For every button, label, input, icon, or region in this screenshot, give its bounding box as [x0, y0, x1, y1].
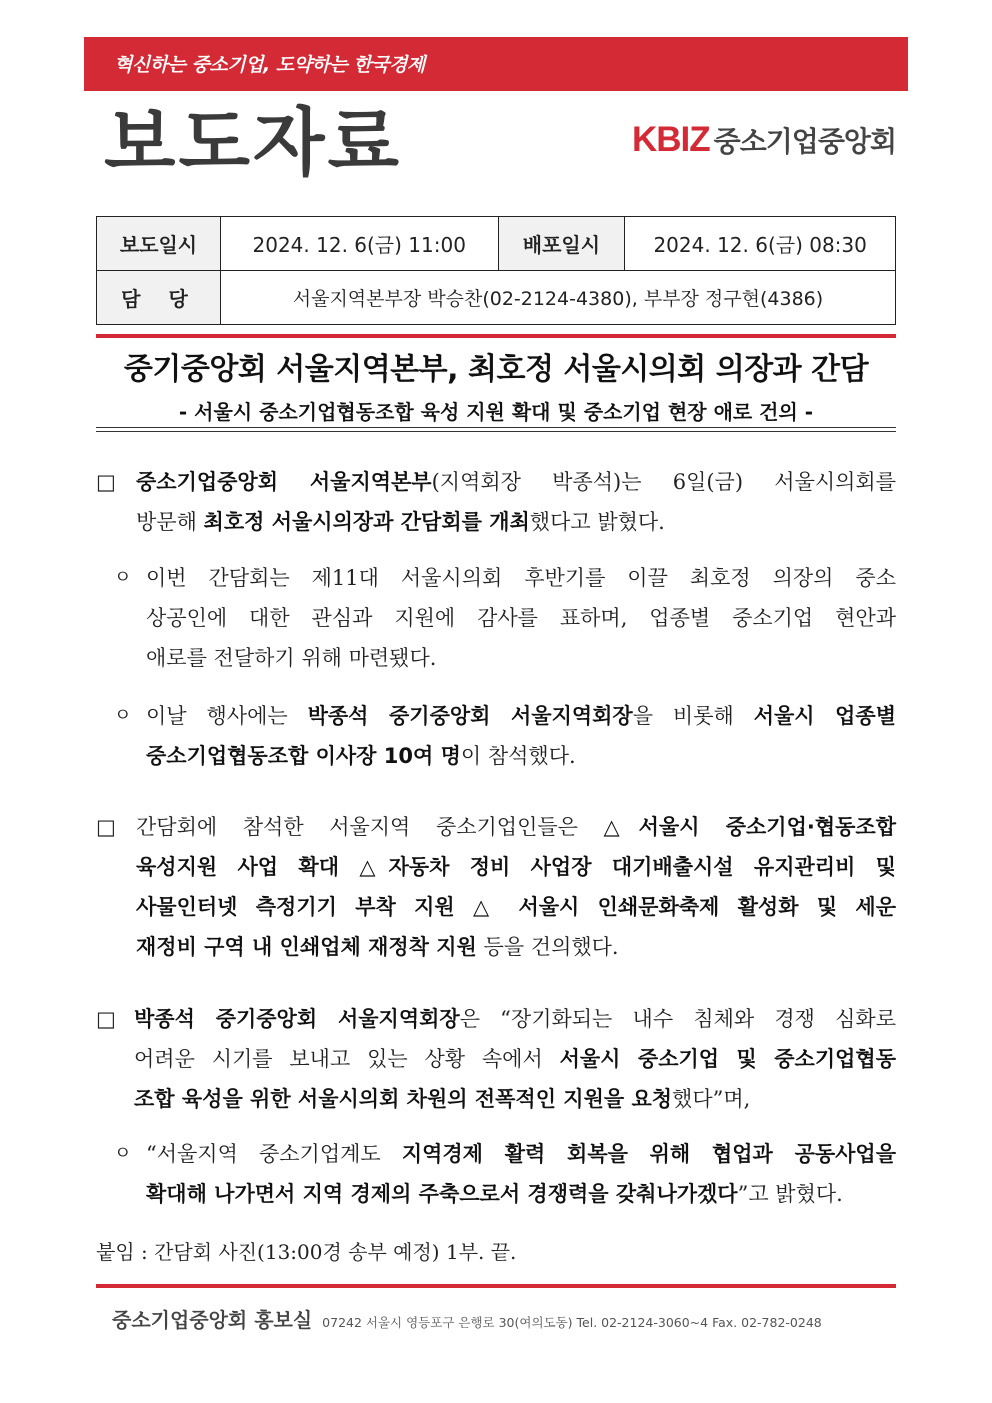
paragraph-3 [134, 999, 896, 1119]
p1a-line: 이번 간담회는 제11대 서울시의회 후반기를 이끌 최호정 의장의 중소 [146, 566, 896, 590]
p1-text: 했다고 밝혔다. [529, 510, 665, 534]
p1-text: 최호정 서울시의장과 간담회를 개최 [203, 510, 530, 534]
logo-mark: KBIZ [632, 120, 710, 159]
box-marker: □ [96, 815, 116, 839]
p3-text: 조합 육성을 위한 서울시의회 차원의 전폭적인 지원을 요청 [134, 1087, 673, 1111]
contact-row [97, 271, 896, 325]
banner-slogan: 혁신하는 중소기업, 도약하는 한국경제 [114, 54, 425, 76]
circle-marker: ㅇ [114, 705, 132, 726]
distribution-label: 배포일시 [498, 217, 625, 271]
p3a-text: “서울지역 중소기업계도 [146, 1142, 402, 1166]
p1b-text: 중소기업협동조합 이사장 10여 명 [146, 744, 461, 768]
paragraph-2 [136, 807, 896, 967]
paragraph-1b [146, 696, 896, 776]
p3-text: 어려운 시기를 보내고 있는 상황 속에서 [134, 1047, 560, 1071]
headline-bottom-rule-2 [96, 431, 896, 432]
headline-subtitle: - 서울시 중소기업협동조합 육성 지원 확대 및 중소기업 현장 애로 건의 - [178, 400, 814, 424]
attachment-note: 붙임 : 간담회 사진(13:00경 송부 예정) 1부. 끝. [96, 1240, 517, 1264]
paragraph-3a [146, 1134, 896, 1214]
footer-rule [96, 1284, 896, 1288]
p1a-line: 애로를 전달하기 위해 마련됐다. [146, 646, 437, 670]
p1b-text: 을 비롯해 [632, 704, 754, 728]
footer [112, 1304, 822, 1333]
kbiz-logo [632, 120, 896, 160]
p1-text: (지역회장 박종석)는 6일(금) 서울시의회를 [431, 470, 897, 494]
p3-text: 서울시 중소기업 및 중소기업협동 [559, 1047, 896, 1071]
release-row [97, 217, 896, 271]
circle-marker: ㅇ [114, 567, 132, 588]
p2-text: 간담회에 참석한 서울지역 중소기업인들은 [136, 815, 604, 839]
p3a-text: 확대해 나가면서 지역 경제의 주축으로서 경쟁력을 갖춰나가겠다 [146, 1182, 738, 1206]
p1a-line: 상공인에 대한 관심과 지원에 감사를 표하며, 업종별 중소기업 현안과 [146, 606, 896, 630]
headline-top-rule [96, 334, 896, 338]
box-marker: □ [96, 1007, 116, 1031]
release-info-table [96, 216, 896, 325]
p1b-text: 이 참석했다. [460, 744, 576, 768]
p2-text: 사물인터넷 측정기기 부착 지원 △ 서울시 인쇄문화축제 활성화 및 세운 [136, 895, 896, 919]
p2-text: 등을 건의했다. [476, 935, 619, 959]
p3-text: 은 “장기화되는 내수 침체와 경쟁 심화로 [459, 1007, 897, 1031]
p1b-text: 박종석 중기중앙회 서울지역회장 [307, 704, 633, 728]
p3a-text: ”고 밝혔다. [737, 1182, 843, 1206]
distribution-value: 2024. 12. 6(금) 08:30 [625, 217, 896, 271]
footer-org: 중소기업중앙회 홍보실 [112, 1308, 313, 1332]
p3a-text: 지역경제 활력 회복을 위해 협업과 공동사업을 [401, 1142, 896, 1166]
release-value: 2024. 12. 6(금) 11:00 [220, 217, 498, 271]
box-marker: □ [96, 470, 116, 494]
p1-text: 중소기업중앙회 서울지역본부 [136, 470, 432, 494]
p1-text: 방문해 [136, 510, 204, 534]
headline-title: 중기중앙회 서울지역본부, 최호정 서울시의회 의장과 간담 [123, 352, 869, 387]
p2-text: △서울시 중소기업·협동조합 [603, 815, 896, 839]
p1b-text: 이날 행사에는 [146, 704, 308, 728]
contact-label: 담당 [97, 271, 221, 325]
p2-text: 육성지원 사업 확대 △자동차 정비 사업장 대기배출시설 유지관리비 및 [136, 855, 896, 879]
p2-text: 재정비 구역 내 인쇄업체 재정착 지원 [136, 935, 477, 959]
contact-value: 서울지역본부장 박승찬(02-2124-4380), 부부장 정구현(4386) [220, 271, 895, 325]
logo-name: 중소기업중앙회 [713, 125, 896, 158]
doc-type-title: 보도자료 [104, 100, 402, 186]
top-banner [84, 37, 908, 91]
footer-address: 07242 서울시 영등포구 은행로 30(여의도동) Tel. 02-2124-3060~4 Fax. 02-782-0248 [322, 1315, 822, 1330]
circle-marker: ㅇ [114, 1143, 132, 1164]
release-label: 보도일시 [97, 217, 221, 271]
p1b-text: 서울시 업종별 [753, 704, 896, 728]
paragraph-1 [136, 462, 896, 542]
p3-text: 했다”며, [672, 1087, 751, 1111]
p3-text: 박종석 중기중앙회 서울지역회장 [134, 1007, 460, 1031]
headline-bottom-rule-1 [96, 427, 896, 428]
paragraph-1a [146, 558, 896, 678]
